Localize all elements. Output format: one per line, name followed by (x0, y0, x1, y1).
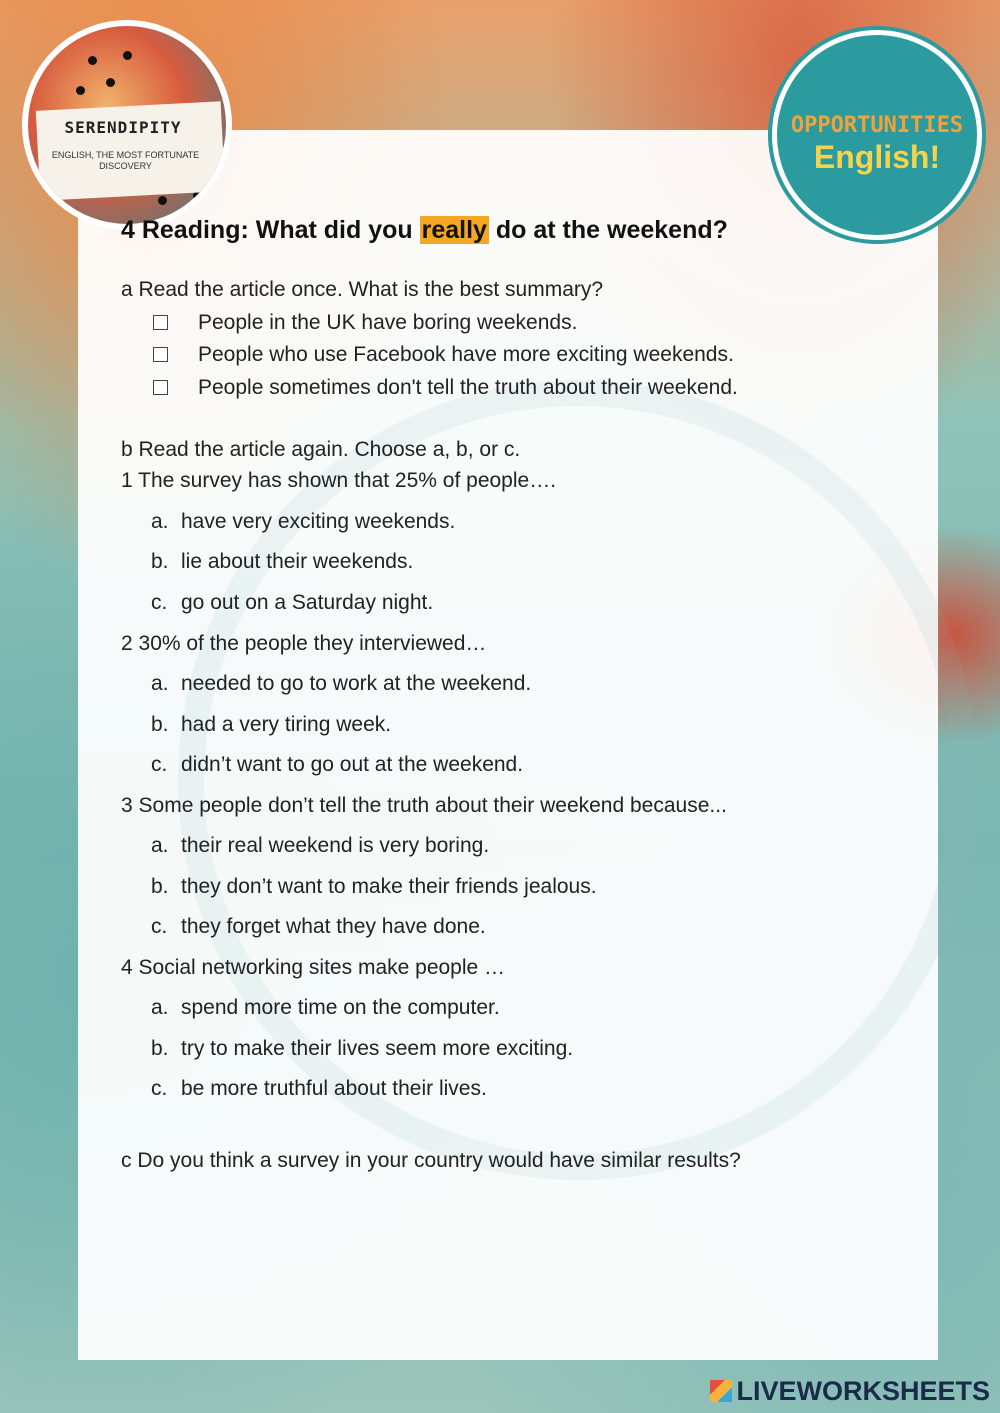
liveworksheets-icon (710, 1380, 732, 1402)
liveworksheets-brand[interactable]: LIVEWORKSHEETS (710, 1376, 990, 1407)
serendipity-logo (22, 20, 232, 230)
opportunities-logo (772, 30, 982, 240)
answer-choice[interactable]: a. needed to go to work at the weekend. (151, 672, 532, 695)
answer-choice[interactable]: b. try to make their lives seem more exciting. (151, 1037, 574, 1060)
answer-choice[interactable]: a. have very exciting weekends. (151, 510, 456, 533)
answer-choice[interactable]: b. lie about their weekends. (151, 550, 414, 573)
part-c-prompt: c Do you think a survey in your country would have similar results? (121, 1149, 741, 1172)
summary-option: People who use Facebook have more exciting weekends. (153, 343, 734, 367)
highlighted-word: really (421, 216, 487, 244)
question: 1 The survey has shown that 25% of people…. (121, 469, 557, 492)
summary-option: People sometimes don't tell the truth about their weekend. (153, 376, 738, 400)
part-a-prompt: a Read the article once. What is the best summary? (121, 278, 604, 301)
logo-line2: English! (813, 139, 941, 175)
answer-choice[interactable]: c. they forget what they have done. (151, 915, 486, 938)
answer-choice[interactable]: c. go out on a Saturday night. (151, 591, 434, 614)
answer-choice[interactable]: a. spend more time on the computer. (151, 996, 500, 1019)
checkbox[interactable] (153, 380, 168, 395)
answer-choice[interactable]: c. be more truthful about their lives. (151, 1077, 487, 1100)
answer-choice[interactable]: a. their real weekend is very boring. (151, 834, 490, 857)
answer-choice[interactable]: c. didn’t want to go out at the weekend. (151, 753, 524, 776)
question: 4 Social networking sites make people … (121, 956, 506, 979)
checkbox[interactable] (153, 347, 168, 362)
summary-option: People in the UK have boring weekends. (153, 311, 577, 335)
checkbox[interactable] (153, 315, 168, 330)
answer-choice[interactable]: b. they don’t want to make their friends jealous. (151, 875, 597, 898)
question: 3 Some people don’t tell the truth about their weekend because... (121, 794, 727, 817)
part-b-prompt: b Read the article again. Choose a, b, or c. (121, 438, 521, 461)
answer-choice[interactable]: b. had a very tiring week. (151, 713, 392, 736)
logo-line1: OPPORTUNITIES (790, 113, 964, 138)
logo-subtitle: ENGLISH, THE MOST FORTUNATE DISCOVERY (51, 150, 200, 171)
question: 2 30% of the people they interviewed… (121, 632, 487, 655)
logo-title: SERENDIPITY (64, 118, 182, 137)
page-title: 4 Reading: What did you really do at the weekend? (121, 216, 728, 244)
